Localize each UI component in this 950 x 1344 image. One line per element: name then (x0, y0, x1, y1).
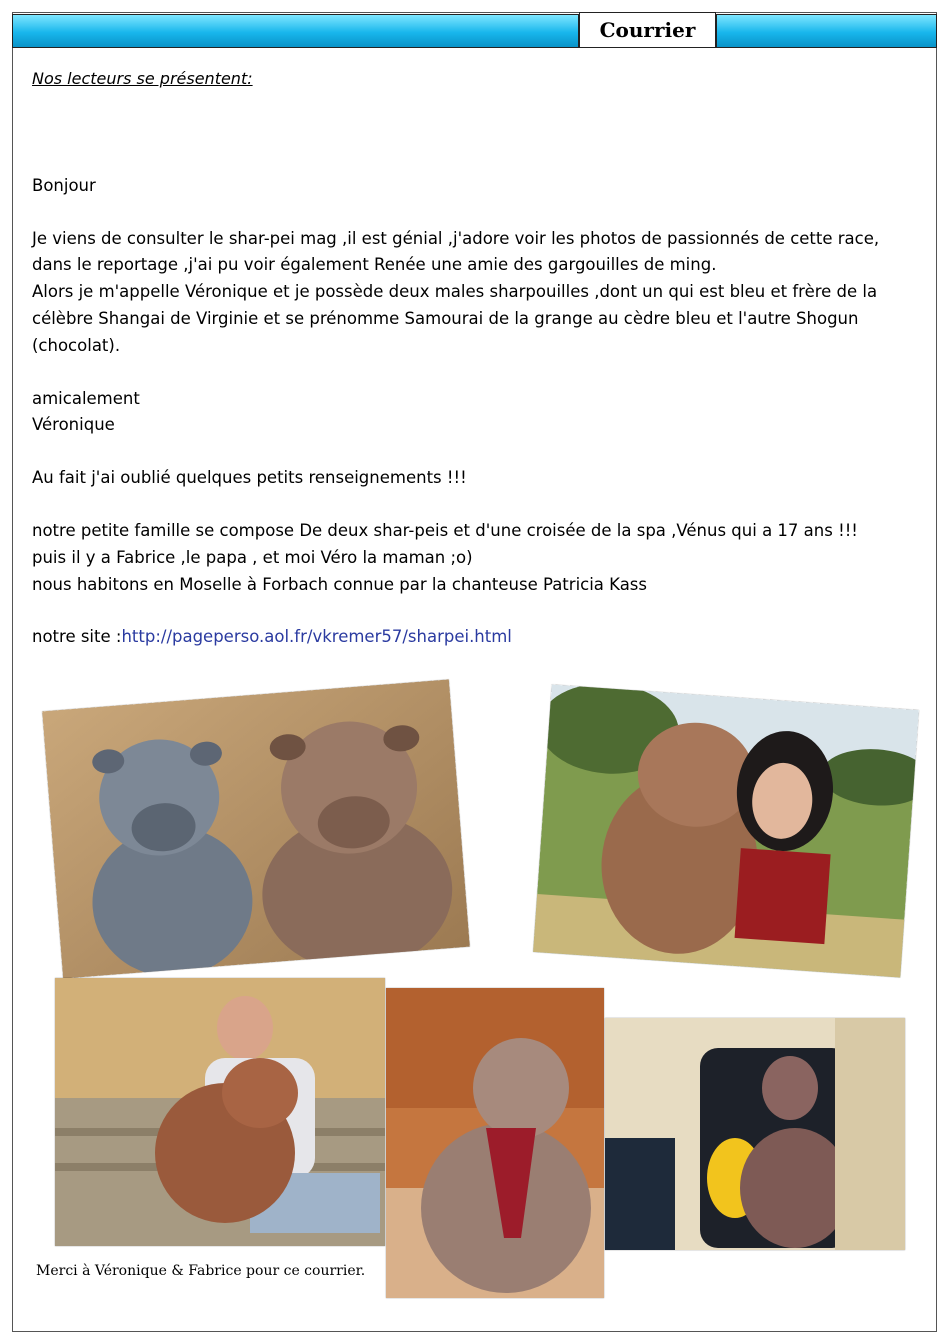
photo-two-sharpeis (42, 679, 470, 978)
family-line-2: puis il y a Fabrice ,le papa , et moi Véro la maman ;o) (32, 547, 473, 567)
signature: Véronique (32, 415, 115, 435)
article-subtitle: Nos lecteurs se présentent: (32, 69, 253, 88)
photo-man-with-dog (55, 978, 385, 1246)
photo-caption: Merci à Véronique & Fabrice pour ce courrier. (36, 1263, 366, 1279)
photo-dog-on-armchair (605, 1018, 905, 1250)
photo-dog-with-scarf-image (386, 988, 604, 1298)
header-bar-right (716, 14, 937, 48)
greeting: Bonjour (32, 175, 96, 195)
photo-woman-with-dog (533, 684, 919, 977)
site-line (32, 624, 922, 651)
family-line-1: notre petite famille se compose De deux shar-peis et d'une croisée de la spa ,Vénus qui a 17 ans !!! (32, 520, 858, 540)
header-bar-left (12, 14, 579, 48)
family-line-3: nous habitons en Moselle à Forbach connue par la chanteuse Patricia Kass (32, 574, 647, 594)
ps-intro: Au fait j'ai oublié quelques petits renseignements !!! (32, 468, 467, 488)
article-body (32, 66, 922, 651)
section-title: Courrier (579, 12, 716, 48)
photo-man-with-dog-image (55, 978, 385, 1246)
photo-dog-on-armchair-image (605, 1018, 905, 1250)
paragraph-2: Alors je m'appelle Véronique et je possède deux males sharpouilles ,dont un qui est bleu et frère de la célèbre Shangai de Virginie et se prénomme Samourai de la grange au cèdre bleu et l'autre Shogun (chocolat). (32, 282, 878, 355)
site-link[interactable]: http://pageperso.aol.fr/vkremer57/sharpei.html (121, 627, 512, 647)
signoff: amicalement (32, 388, 140, 408)
paragraph-1: Je viens de consulter le shar-pei mag ,il est génial ,j'adore voir les photos de passionnés de cette race, dans le reportage ,j'ai pu voir également Renée une amie des gargouilles de ming. (32, 228, 880, 275)
photo-two-sharpeis-image (42, 679, 470, 978)
photo-dog-with-scarf (386, 988, 604, 1298)
site-label: notre site : (32, 627, 122, 647)
header-bar (12, 14, 937, 48)
photo-woman-with-dog-image (533, 684, 919, 977)
